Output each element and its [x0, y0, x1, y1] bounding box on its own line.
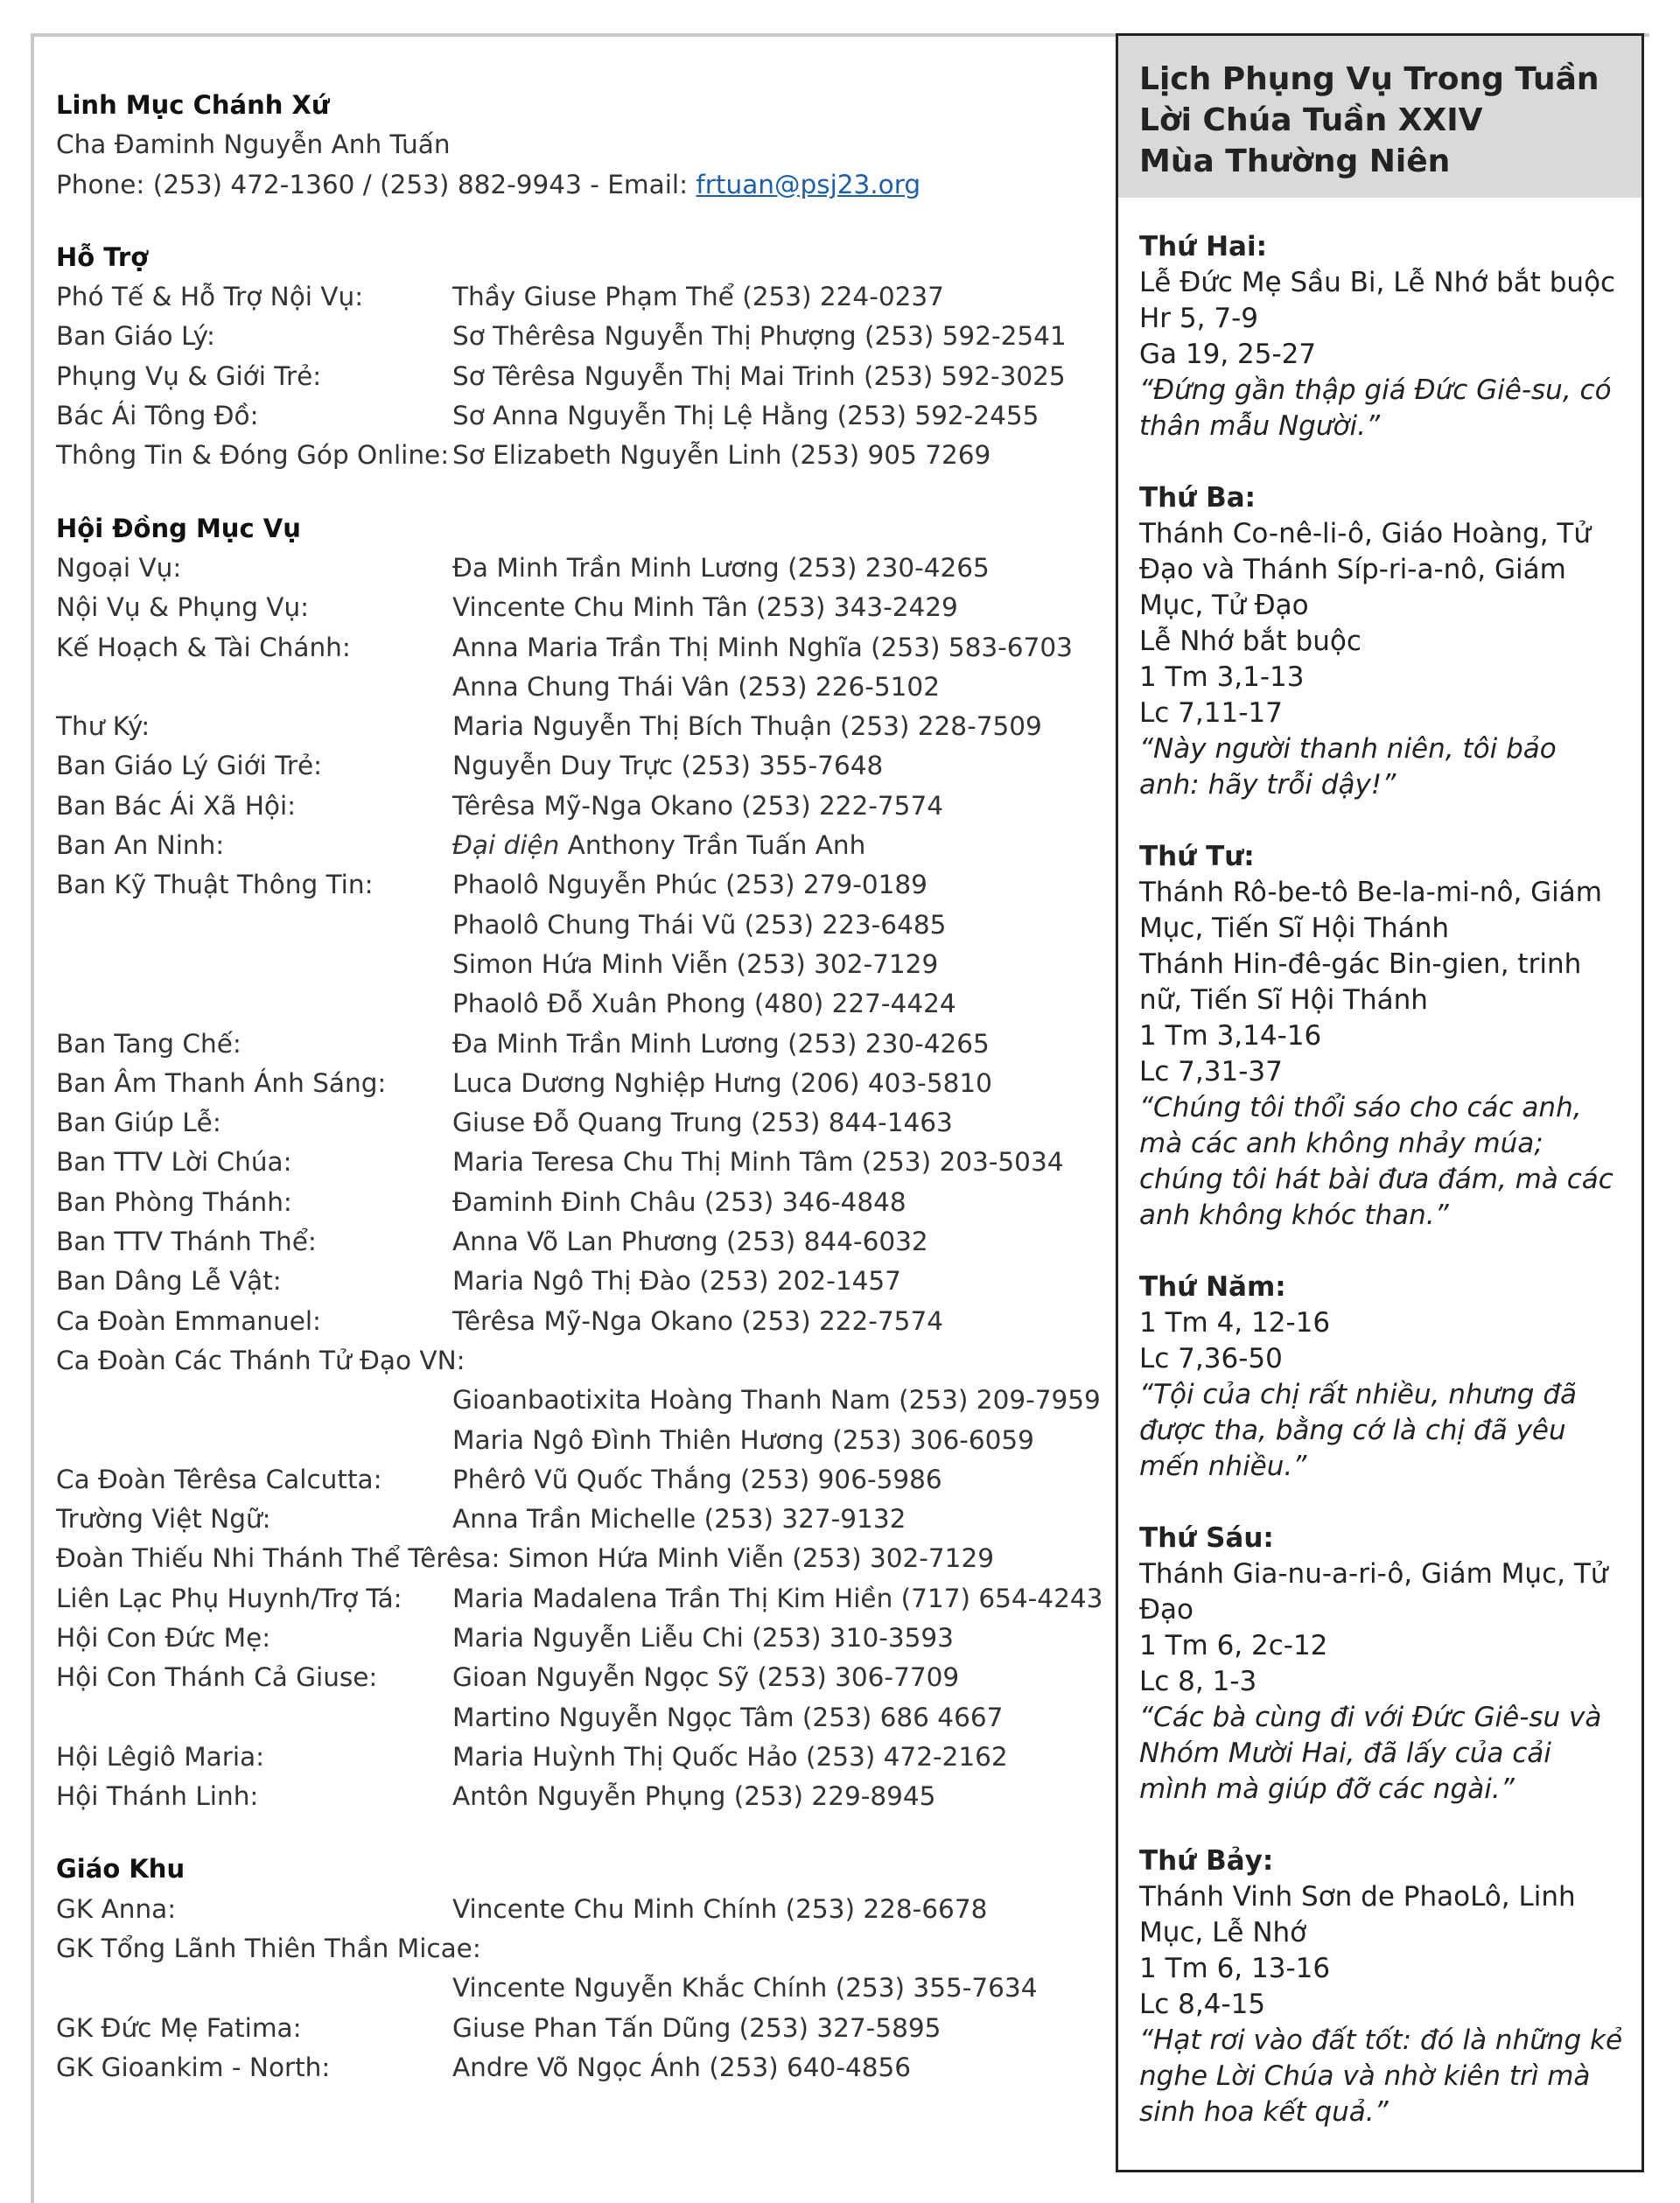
directory-row	[56, 826, 1088, 865]
contact-value: Anna Chung Thái Vân (253) 226-5102	[452, 671, 940, 702]
directory-row	[56, 746, 1088, 786]
contact-value: Giuse Đỗ Quang Trung (253) 844-1463	[452, 1108, 953, 1138]
day-quote: “Hạt rơi vào đất tốt: đó là những kẻ nghe Lời Chúa và nhờ kiên trì mà sinh hoa kết quả.”	[1139, 2025, 1623, 2128]
contact-value: Maria Madalena Trần Thị Kim Hiền (717) 654-4243	[452, 1583, 1103, 1613]
role-label: Đoàn Thiếu Nhi Thánh Thể Têrêsa:	[56, 1543, 500, 1574]
contact-value: Anna Trần Michelle (253) 327-9132	[452, 1504, 906, 1535]
role-label: Hội Con Đức Mẹ:	[56, 1622, 271, 1653]
schedule-day	[1139, 480, 1624, 803]
directory-row	[56, 1698, 1088, 1738]
role-label: Ca Đoàn Emmanuel:	[56, 1305, 321, 1336]
contact-value: Vincente Chu Minh Tân (253) 343-2429	[452, 592, 958, 623]
contact-value: Đa Minh Trần Minh Lương (253) 230-4265	[452, 552, 990, 583]
contact-value: Gioanbaotixita Hoàng Thanh Nam (253) 209-7959	[452, 1385, 1101, 1416]
contact-value	[452, 826, 865, 865]
schedule-day	[1139, 1843, 1624, 2130]
schedule-title-line: Lịch Phụng Vụ Trong Tuần	[1139, 61, 1600, 97]
support-list	[56, 277, 1088, 475]
day-reading: Thánh Hin-đê-gác Bin-gien, trinh nữ, Tiến Sĩ Hội Thánh	[1139, 948, 1582, 1016]
directory-row	[56, 1302, 1088, 1341]
contact-value: Luca Dương Nghiệp Hưng (206) 403-5810	[452, 1067, 992, 1098]
role-label	[56, 945, 452, 984]
directory-row	[56, 1381, 1101, 1420]
schedule-title	[1118, 36, 1642, 198]
directory-row	[56, 984, 1088, 1024]
contact-value: Phaolô Nguyễn Phúc (253) 279-0189	[452, 870, 928, 900]
role-label: Thông Tin & Đóng Góp Online:	[56, 440, 450, 471]
contact-value: Vincente Nguyễn Khắc Chính (253) 355-7634	[452, 1973, 1038, 2004]
day-reading: Lc 8, 1-3	[1139, 1666, 1257, 1697]
role-label: Nội Vụ & Phụng Vụ:	[56, 592, 310, 623]
contact-value: Sơ Elizabeth Nguyễn Linh (253) 905 7269	[452, 440, 991, 471]
directory-row	[56, 1222, 1088, 1262]
role-label: Ca Đoàn Các Thánh Tử Đạo VN:	[56, 1345, 466, 1375]
contact-value: Nguyễn Duy Trực (253) 355-7648	[452, 751, 884, 781]
day-reading: Thánh Vinh Sơn de PhaoLô, Linh Mục, Lễ Nhớ	[1139, 1881, 1576, 1948]
role-label: Hội Lêgiô Maria:	[56, 1741, 265, 1772]
contact-value: Têrêsa Mỹ-Nga Okano (253) 222-7574	[452, 1305, 943, 1336]
role-label: GK Tổng Lãnh Thiên Thần Micae:	[56, 1934, 481, 1964]
council-list	[56, 549, 1103, 1817]
directory-row	[56, 436, 1088, 475]
contact-value: Phaolô Chung Thái Vũ (253) 223-6485	[452, 909, 947, 940]
directory-row	[56, 1460, 1088, 1500]
pastor-name: Cha Đaminh Nguyễn Anh Tuấn	[56, 129, 451, 160]
contact-name: Anthony Trần Tuấn Anh	[559, 830, 866, 861]
day-name: Thứ Tư:	[1139, 841, 1255, 872]
directory-row	[56, 1143, 1088, 1182]
zones-heading: Giáo Khu	[56, 1854, 186, 1885]
contact-value: Maria Ngô Thị Đào (253) 202-1457	[452, 1266, 901, 1297]
contact-value: Phêrô Vũ Quốc Thắng (253) 906-5986	[452, 1464, 942, 1494]
directory-row	[56, 865, 1088, 905]
role-label: Ngoại Vụ:	[56, 552, 182, 583]
pastor-email-link[interactable]: frtuan@psj23.org	[696, 169, 921, 199]
contact-value: Maria Nguyễn Liễu Chi (253) 310-3593	[452, 1622, 954, 1653]
role-label	[56, 1421, 452, 1460]
contact-value: Simon Hứa Minh Viễn (253) 302-7129	[500, 1543, 994, 1574]
day-name: Thứ Năm:	[1139, 1271, 1286, 1303]
day-reading: Thánh Rô-be-tô Be-la-mi-nô, Giám Mục, Tiến Sĩ Hội Thánh	[1139, 877, 1602, 944]
directory-row	[56, 1777, 1088, 1816]
role-label: Kế Hoạch & Tài Chánh:	[56, 632, 351, 662]
role-label: Thư Ký:	[56, 711, 150, 742]
schedule-day	[1139, 1269, 1624, 1485]
role-label: Ban Âm Thanh Ánh Sáng:	[56, 1067, 387, 1098]
day-quote: “Tội của chị rất nhiều, nhưng đã được tha, bằng cớ là chị đã yêu mến nhiều.”	[1139, 1379, 1578, 1482]
directory-row	[56, 1103, 1088, 1143]
role-label: GK Gioankim - North:	[56, 2052, 331, 2082]
day-reading: 1 Tm 6, 13-16	[1139, 1953, 1331, 1984]
directory-row	[56, 588, 1088, 627]
role-label: Ban An Ninh:	[56, 830, 225, 861]
role-label: Bác Ái Tông Đồ:	[56, 401, 259, 431]
directory-row	[56, 1262, 1088, 1301]
role-label	[56, 668, 452, 707]
day-reading: Ga 19, 25-27	[1139, 339, 1317, 370]
role-label	[56, 1969, 452, 2008]
directory-row	[56, 2048, 1088, 2088]
role-label	[56, 1698, 452, 1738]
contact-value: Simon Hứa Minh Viễn (253) 302-7129	[452, 948, 939, 979]
role-label: Ban Phòng Thánh:	[56, 1186, 292, 1217]
contact-value: Anna Võ Lan Phương (253) 844-6032	[452, 1227, 928, 1257]
directory-row	[56, 1619, 1088, 1658]
directory-row	[56, 1183, 1088, 1222]
zones-list	[56, 1890, 1088, 2088]
directory-row	[56, 1025, 1088, 1064]
role-label: Liên Lạc Phụ Huynh/Trợ Tá:	[56, 1583, 402, 1613]
role-label: GK Đức Mẹ Fatima:	[56, 2012, 302, 2043]
schedule-day	[1139, 839, 1624, 1234]
role-label: Ban Giúp Lễ:	[56, 1108, 221, 1138]
contact-value: Martino Nguyễn Ngọc Tâm (253) 686 4667	[452, 1702, 1004, 1732]
day-name: Thứ Ba:	[1139, 482, 1256, 514]
directory-column	[56, 86, 1103, 2088]
directory-row	[56, 1890, 1088, 1929]
pastor-heading: Linh Mục Chánh Xứ	[56, 90, 330, 120]
day-reading: Lễ Đức Mẹ Sầu Bi, Lễ Nhớ bắt buộc	[1139, 267, 1616, 298]
contact-value: Giuse Phan Tấn Dũng (253) 327-5895	[452, 2012, 942, 2043]
directory-row	[56, 1658, 1088, 1697]
directory-row	[56, 1969, 1088, 2008]
contact-value: Vincente Chu Minh Chính (253) 228-6678	[452, 1893, 988, 1924]
schedule-days	[1118, 198, 1642, 2130]
contact-value: Phaolô Đỗ Xuân Phong (480) 227-4424	[452, 989, 956, 1019]
role-label: GK Anna:	[56, 1893, 177, 1924]
day-reading: Thánh Gia-nu-a-ri-ô, Giám Mục, Tử Đạo	[1139, 1558, 1608, 1626]
directory-row	[56, 277, 1088, 317]
directory-row	[56, 1341, 1088, 1381]
role-label: Phụng Vụ & Giới Trẻ:	[56, 360, 322, 391]
role-label: Ban Dâng Lễ Vật:	[56, 1266, 282, 1297]
role-label: Ban TTV Thánh Thể:	[56, 1227, 317, 1257]
day-name: Thứ Sáu:	[1139, 1522, 1274, 1554]
role-label: Trường Việt Ngữ:	[56, 1504, 271, 1535]
directory-row	[56, 549, 1088, 588]
directory-row	[56, 628, 1088, 668]
liturgy-schedule-box	[1116, 33, 1644, 2172]
role-label: Hội Thánh Linh:	[56, 1781, 259, 1812]
day-reading: Lc 7,11-17	[1139, 697, 1283, 729]
day-reading: Thánh Co-nê-li-ô, Giáo Hoàng, Tử Đạo và Thánh Síp-ri-a-nô, Giám Mục, Tử Đạo	[1139, 518, 1592, 621]
role-label: Hội Con Thánh Cả Giuse:	[56, 1662, 378, 1693]
role-label: Ban Bác Ái Xã Hội:	[56, 790, 297, 821]
schedule-day	[1139, 229, 1624, 444]
role-label: Ban Giáo Lý Giới Trẻ:	[56, 751, 323, 781]
day-reading: Lễ Nhớ bắt buộc	[1139, 626, 1362, 657]
role-label	[56, 1381, 452, 1420]
directory-row	[56, 2009, 1088, 2048]
role-label	[56, 984, 452, 1024]
day-reading: Hr 5, 7-9	[1139, 303, 1258, 334]
directory-row	[56, 1421, 1088, 1460]
schedule-title-line: Mùa Thường Niên	[1139, 143, 1451, 179]
day-reading: 1 Tm 4, 12-16	[1139, 1307, 1331, 1339]
directory-row	[56, 317, 1088, 356]
contact-value: Maria Nguyễn Thị Bích Thuận (253) 228-7509	[452, 711, 1042, 742]
contact-value: Thầy Giuse Phạm Thể (253) 224-0237	[452, 282, 944, 312]
role-label: Ban TTV Lời Chúa:	[56, 1147, 292, 1178]
contact-value: Đa Minh Trần Minh Lương (253) 230-4265	[452, 1028, 990, 1059]
directory-row	[56, 906, 1088, 945]
support-heading: Hỗ Trợ	[56, 241, 149, 272]
contact-value: Maria Teresa Chu Thị Minh Tâm (253) 203-5034	[452, 1147, 1064, 1178]
day-reading: 1 Tm 6, 2c-12	[1139, 1630, 1328, 1661]
contact-value: Sơ Têrêsa Nguyễn Thị Mai Trinh (253) 592-3025	[452, 360, 1066, 391]
day-quote: “Đứng gần thập giá Đức Giê-su, có thân mẫu Người.”	[1139, 374, 1612, 442]
day-reading: Lc 7,31-37	[1139, 1056, 1283, 1088]
role-label: Ca Đoàn Têrêsa Calcutta:	[56, 1464, 382, 1494]
day-quote: “Các bà cùng đi với Đức Giê-su và Nhóm Mười Hai, đã lấy của cải mình mà giúp đỡ các ngài.”	[1139, 1702, 1602, 1805]
day-name: Thứ Bảy:	[1139, 1845, 1274, 1877]
directory-row	[56, 1579, 1103, 1619]
day-quote: “Này người thanh niên, tôi bảo anh: hãy trỗi dậy!”	[1139, 733, 1557, 801]
contact-value: Đaminh Đinh Châu (253) 346-4848	[452, 1186, 906, 1217]
schedule-title-line: Lời Chúa Tuần XXIV	[1139, 102, 1483, 138]
role-label: Ban Tang Chế:	[56, 1028, 242, 1059]
directory-row	[56, 1064, 1088, 1103]
role-label: Ban Giáo Lý:	[56, 321, 215, 352]
day-quote: “Chúng tôi thổi sáo cho các anh, mà các anh không nhảy múa; chúng tôi hát bài đưa đám, mà các anh không khóc than.”	[1139, 1092, 1614, 1231]
contact-value: Gioan Nguyễn Ngọc Sỹ (253) 306-7709	[452, 1662, 960, 1693]
contact-value: Maria Huỳnh Thị Quốc Hảo (253) 472-2162	[452, 1741, 1008, 1772]
role-label	[56, 906, 452, 945]
representative-note: Đại diện	[452, 830, 560, 861]
pastor-contact	[56, 165, 1088, 205]
day-name: Thứ Hai:	[1139, 231, 1267, 262]
directory-row	[56, 1738, 1088, 1777]
day-reading: 1 Tm 3,14-16	[1139, 1020, 1322, 1052]
day-reading: 1 Tm 3,1-13	[1139, 661, 1305, 693]
role-label: Ban Kỹ Thuật Thông Tin:	[56, 870, 374, 900]
directory-row	[56, 707, 1088, 746]
contact-value: Anna Maria Trần Thị Minh Nghĩa (253) 583-6703	[452, 632, 1073, 662]
contact-value: Têrêsa Mỹ-Nga Okano (253) 222-7574	[452, 790, 943, 821]
directory-row	[56, 945, 1088, 984]
contact-value: Andre Võ Ngọc Ánh (253) 640-4856	[452, 2052, 912, 2082]
role-label: Phó Tế & Hỗ Trợ Nội Vụ:	[56, 282, 364, 312]
contact-value: Antôn Nguyễn Phụng (253) 229-8945	[452, 1781, 936, 1812]
council-heading: Hội Đồng Mục Vụ	[56, 513, 301, 543]
contact-value: Sơ Anna Nguyễn Thị Lệ Hằng (253) 592-2455	[452, 401, 1040, 431]
contact-value: Maria Ngô Đình Thiên Hương (253) 306-6059	[452, 1424, 1034, 1455]
pastor-phone: Phone: (253) 472-1360 / (253) 882-9943 - Email:	[56, 169, 696, 199]
schedule-day	[1139, 1521, 1624, 1808]
contact-value: Sơ Thêrêsa Nguyễn Thị Phượng (253) 592-2541	[452, 321, 1067, 352]
directory-row	[56, 357, 1088, 396]
directory-row	[56, 1539, 1088, 1578]
directory-row	[56, 396, 1088, 436]
day-reading: Lc 8,4-15	[1139, 1989, 1266, 2020]
day-reading: Lc 7,36-50	[1139, 1343, 1283, 1374]
directory-row	[56, 1500, 1088, 1539]
directory-row	[56, 787, 1088, 826]
directory-row	[56, 1929, 1088, 1969]
directory-row	[56, 668, 1088, 707]
